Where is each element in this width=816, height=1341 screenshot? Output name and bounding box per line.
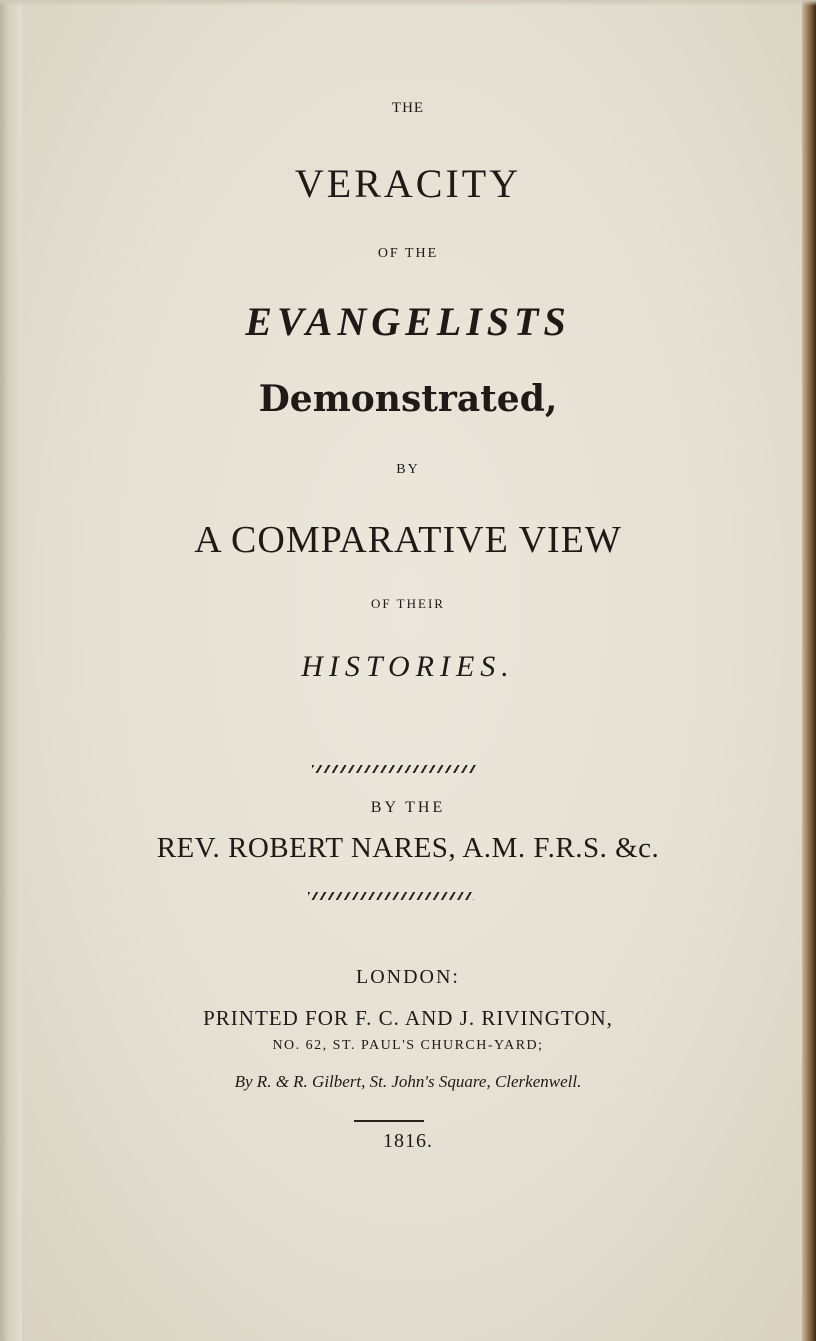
title-of-their: OF THEIR bbox=[371, 596, 445, 611]
imprint-printed-for: PRINTED FOR F. C. AND J. RIVINGTON, bbox=[203, 1006, 613, 1030]
page-top-edge bbox=[0, 0, 816, 6]
title-comparative-view: A COMPARATIVE VIEW bbox=[194, 519, 622, 561]
title-histories: HISTORIES. bbox=[301, 650, 515, 683]
ornamental-rule-bottom bbox=[308, 892, 474, 900]
imprint-year: 1816. bbox=[383, 1130, 433, 1152]
title-of-the: OF THE bbox=[377, 246, 439, 261]
title-demonstrated: Demonstrated, bbox=[258, 378, 558, 420]
imprint-address: NO. 62, ST. PAUL'S CHURCH-YARD; bbox=[272, 1038, 544, 1053]
title-the: THE bbox=[391, 100, 425, 116]
author-name: REV. ROBERT NARES, A.M. F.R.S. &c. bbox=[156, 832, 660, 864]
title-by: BY bbox=[396, 462, 420, 477]
imprint-city: LONDON: bbox=[356, 966, 460, 988]
title-veracity: VERACITY bbox=[294, 161, 522, 206]
author-by-the: BY THE bbox=[370, 799, 446, 816]
imprint-printer: By R. & R. Gilbert, St. John's Square, Clerkenwell. bbox=[234, 1072, 582, 1091]
ornamental-rule-top bbox=[312, 765, 476, 773]
title-evangelists: EVANGELISTS bbox=[245, 299, 571, 344]
imprint-rule bbox=[354, 1120, 424, 1122]
